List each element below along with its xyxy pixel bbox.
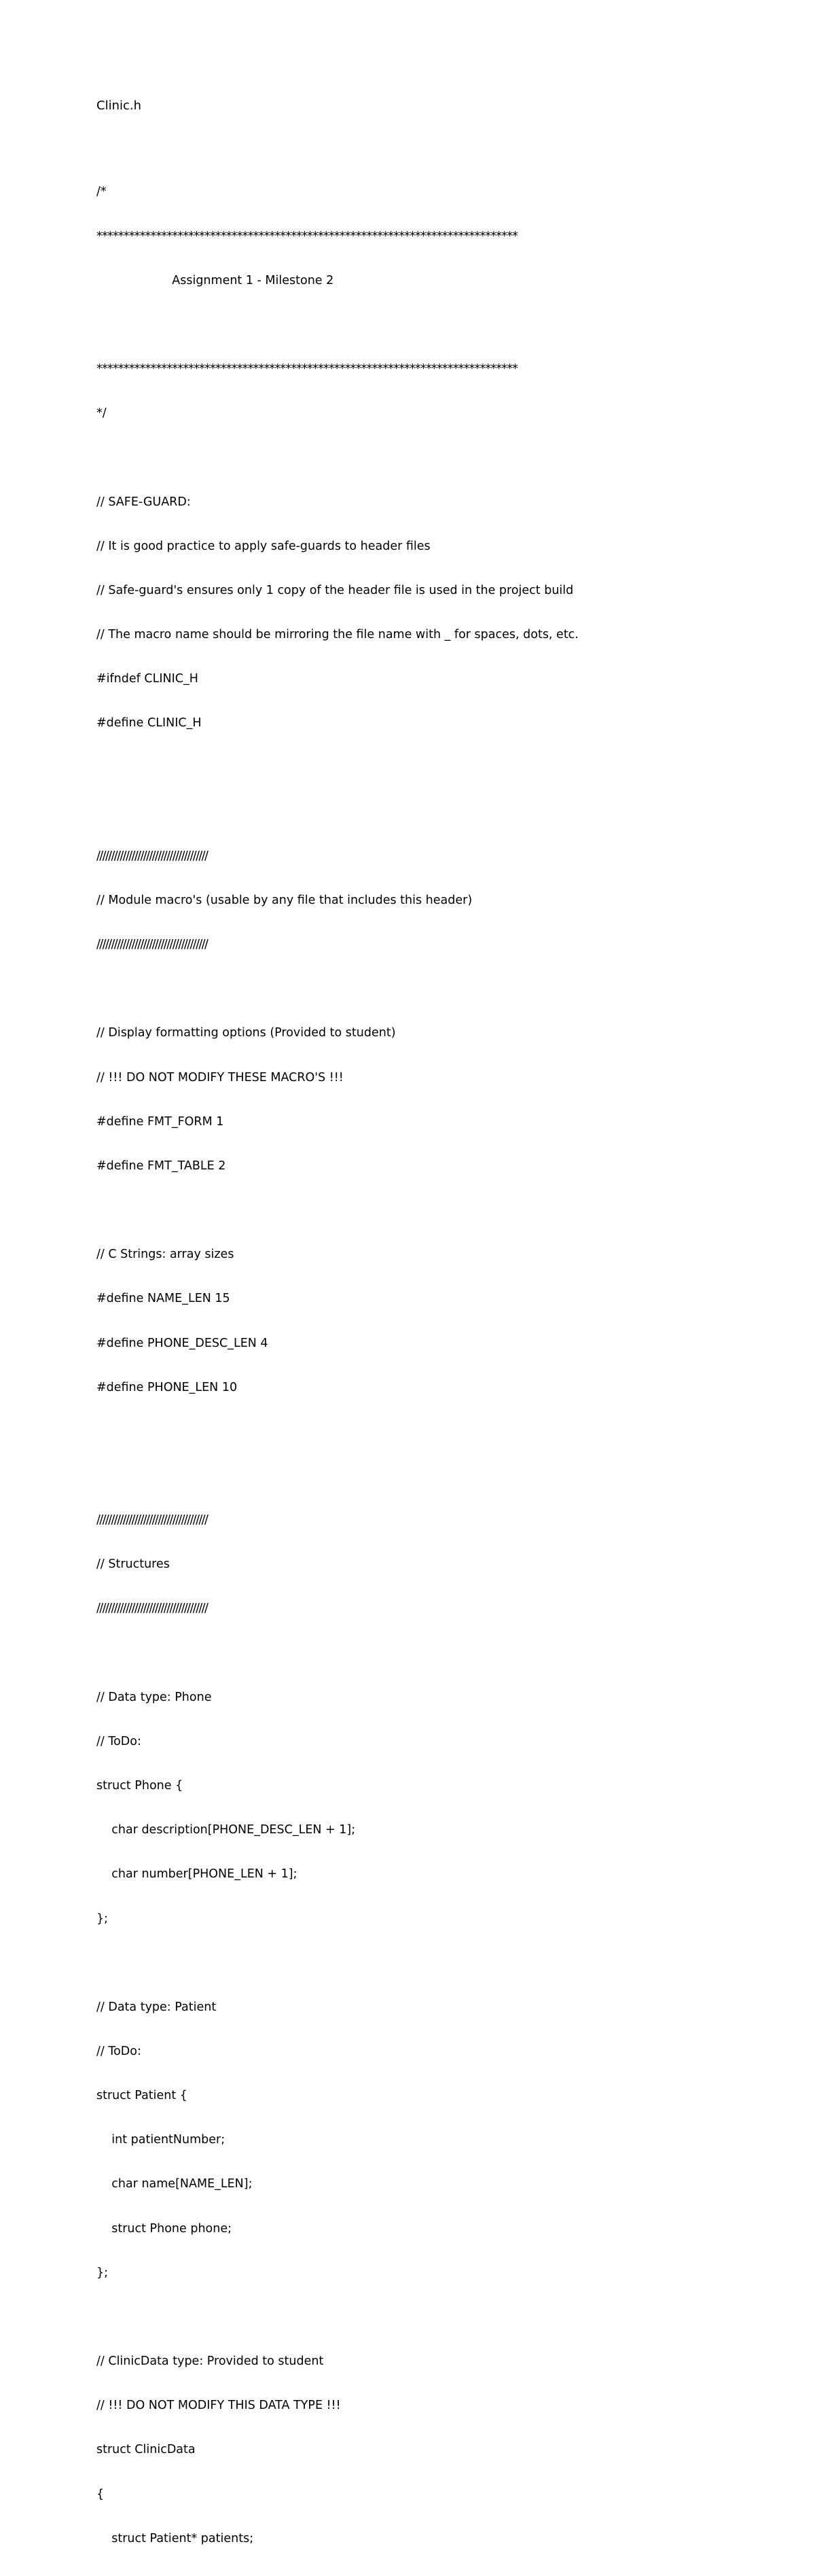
blank-line (96, 451, 776, 465)
preprocessor-line: #define CLINIC_H (96, 716, 202, 730)
blank-line (96, 1956, 776, 1971)
preprocessor-line: #define PHONE_DESC_LEN 4 (96, 1336, 268, 1350)
asterisk-divider-line: ****************************************************************************** (96, 229, 518, 243)
blank-line (96, 1425, 776, 1440)
preprocessor-line: #define FMT_TABLE 2 (96, 1159, 226, 1173)
code-comment-line: // C Strings: array sizes (96, 1248, 234, 1262)
struct-close-line: }; (96, 2265, 109, 2280)
struct-member-line: struct Patient* patients; (96, 2531, 254, 2545)
preprocessor-line: #define NAME_LEN 15 (96, 1292, 230, 1306)
code-comment-line: // Module macro's (usable by any file that includes this header) (96, 893, 473, 907)
code-block (96, 156, 776, 2576)
blank-line (96, 1646, 776, 1661)
code-comment-line: // Data type: Patient (96, 2000, 217, 2014)
slash-divider-line: ////////////////////////////////////// (96, 938, 208, 952)
blank-line (96, 1469, 776, 1484)
code-comment-line: // !!! DO NOT MODIFY THIS DATA TYPE !!! (96, 2399, 341, 2413)
struct-member-line: char name[NAME_LEN]; (96, 2177, 253, 2191)
struct-declaration-line: struct ClinicData (96, 2443, 196, 2457)
code-comment-line: // !!! DO NOT MODIFY THESE MACRO'S !!! (96, 1070, 344, 1084)
code-comment-line: // The macro name should be mirroring the file name with _ for spaces, dots, etc. (96, 628, 579, 641)
comment-open-line: /* (96, 185, 107, 199)
code-comment-line: // ClinicData type: Provided to student (96, 2354, 324, 2369)
slash-divider-line: ////////////////////////////////////// (96, 1602, 208, 1616)
preprocessor-line: #ifndef CLINIC_H (96, 672, 198, 686)
code-comment-line: // Safe-guard's ensures only 1 copy of the header file is used in the project build (96, 583, 574, 597)
struct-member-line: struct Phone phone; (96, 2221, 232, 2236)
code-comment-line: // Data type: Phone (96, 1690, 212, 1704)
slash-divider-line: ////////////////////////////////////// (96, 849, 208, 863)
preprocessor-line: #define PHONE_LEN 10 (96, 1380, 238, 1394)
comment-close-line: */ (96, 406, 107, 421)
blank-line (96, 318, 776, 333)
blank-line (96, 2310, 776, 2325)
slash-divider-line: ////////////////////////////////////// (96, 1513, 208, 1528)
code-comment-line: // ToDo: (96, 1734, 141, 1748)
code-comment-line: // SAFE-GUARD: (96, 495, 191, 509)
blank-line (96, 805, 776, 820)
code-comment-line: // Display formatting options (Provided to student) (96, 1026, 396, 1040)
blank-line (96, 1203, 776, 1218)
document-title: Clinic.h (96, 99, 142, 113)
blank-line (96, 982, 776, 997)
code-comment-line: // It is good practice to apply safe-guards to header files (96, 539, 431, 553)
struct-declaration-line: struct Phone { (96, 1779, 183, 1793)
struct-member-line: char number[PHONE_LEN + 1]; (96, 1867, 297, 1882)
struct-declaration-line: struct Patient { (96, 2089, 187, 2103)
preprocessor-line: #define FMT_FORM 1 (96, 1114, 224, 1129)
header-assignment-line: Assignment 1 - Milestone 2 (96, 273, 334, 287)
struct-member-line: int patientNumber; (96, 2133, 225, 2147)
struct-close-line: }; (96, 1911, 109, 1926)
struct-member-line: char description[PHONE_DESC_LEN + 1]; (96, 1823, 356, 1837)
blank-line (96, 760, 776, 775)
code-comment-line: // Structures (96, 1557, 170, 1572)
code-comment-line: // ToDo: (96, 2045, 141, 2058)
struct-open-brace-line: { (96, 2487, 105, 2501)
asterisk-divider-line: ****************************************************************************** (96, 362, 518, 376)
